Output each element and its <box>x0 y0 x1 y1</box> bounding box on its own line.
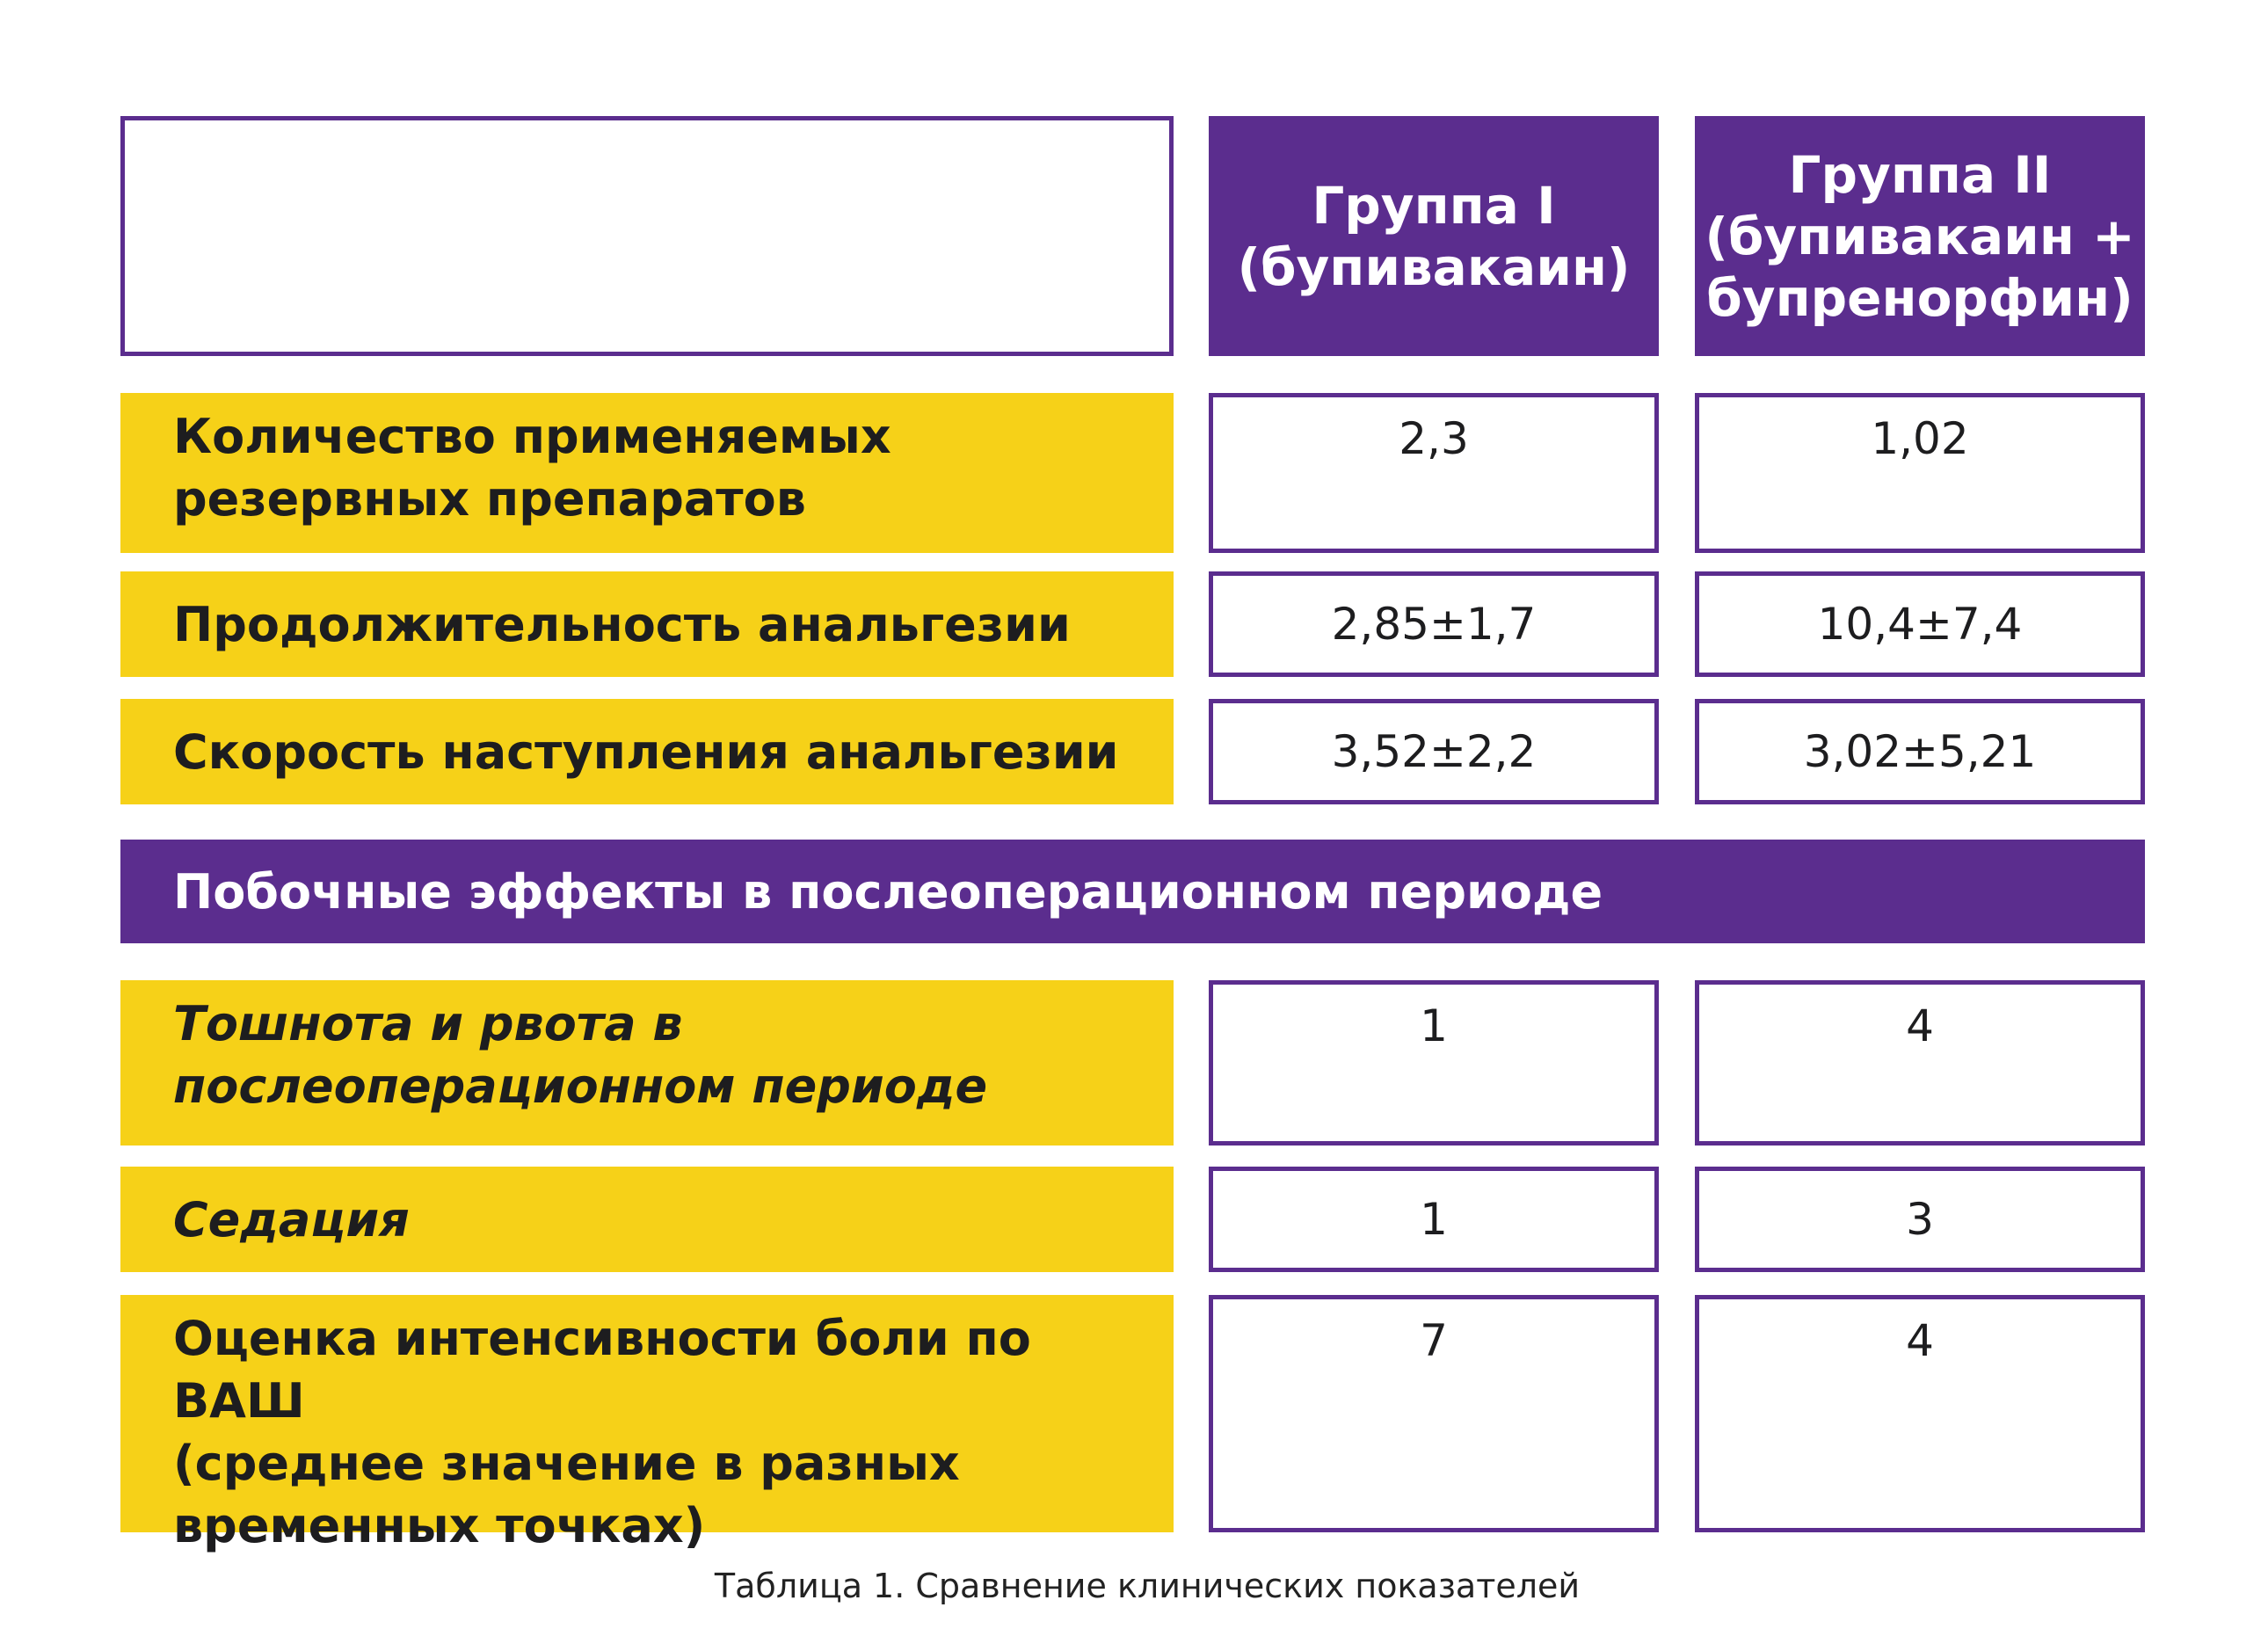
row-label-text: Тошнота и рвота в послеоперационном периоде <box>173 996 988 1114</box>
row-value-g1 <box>1209 980 1659 1146</box>
row-label-text: Скорость наступления анальгезии <box>173 724 1119 780</box>
row-label-analgesia-duration <box>120 571 1174 677</box>
value-text: 2,3 <box>1399 413 1469 464</box>
header-group2 <box>1695 116 2145 356</box>
value-text: 1 <box>1420 1000 1448 1051</box>
row-value-g1 <box>1209 1295 1659 1532</box>
value-text: 4 <box>1906 1315 1934 1366</box>
value-text: 3 <box>1906 1194 1934 1245</box>
row-label-text: Количество применяемых резервных препаратов <box>173 409 891 527</box>
value-text: 3,52±2,2 <box>1331 726 1537 777</box>
table-caption: Таблица 1. Сравнение клинических показателей <box>714 1567 1581 1605</box>
row-label-text: Оценка интенсивности боли по ВАШ (среднее значение в разных временных точках) <box>173 1311 1031 1553</box>
header-group1 <box>1209 116 1659 356</box>
value-text: 3,02±5,21 <box>1803 726 2037 777</box>
row-label-reserve-drugs <box>120 393 1174 553</box>
row-label-pain-vas <box>120 1295 1174 1553</box>
section-title: Побочные эффекты в послеоперационном периоде <box>173 863 1603 920</box>
row-label-nausea <box>120 980 1174 1146</box>
row-value-g2 <box>1695 980 2145 1146</box>
value-text: 1,02 <box>1871 413 1969 464</box>
value-text: 4 <box>1906 1000 1934 1051</box>
header-group1-text: Группа I (бупивакаин) <box>1237 175 1631 297</box>
row-value-g1 <box>1209 1167 1659 1272</box>
value-text: 7 <box>1420 1315 1448 1366</box>
value-text: 1 <box>1420 1194 1448 1245</box>
header-empty-cell <box>120 116 1174 356</box>
row-value-g1 <box>1209 393 1659 553</box>
row-label-sedation <box>120 1167 1174 1272</box>
row-label-text: Седация <box>173 1191 410 1247</box>
header-group2-text: Группа II (бупивакаин + бупренорфин) <box>1705 144 2135 328</box>
row-value-g2 <box>1695 1295 2145 1532</box>
row-value-g2 <box>1695 699 2145 804</box>
row-value-g2 <box>1695 393 2145 553</box>
row-label-analgesia-onset <box>120 699 1174 804</box>
value-text: 10,4±7,4 <box>1817 599 2023 650</box>
section-side-effects <box>120 840 2145 943</box>
row-value-g2 <box>1695 571 2145 677</box>
row-value-g2 <box>1695 1167 2145 1272</box>
row-value-g1 <box>1209 571 1659 677</box>
row-label-text: Продолжительность анальгезии <box>173 596 1071 652</box>
row-value-g1 <box>1209 699 1659 804</box>
value-text: 2,85±1,7 <box>1331 599 1537 650</box>
